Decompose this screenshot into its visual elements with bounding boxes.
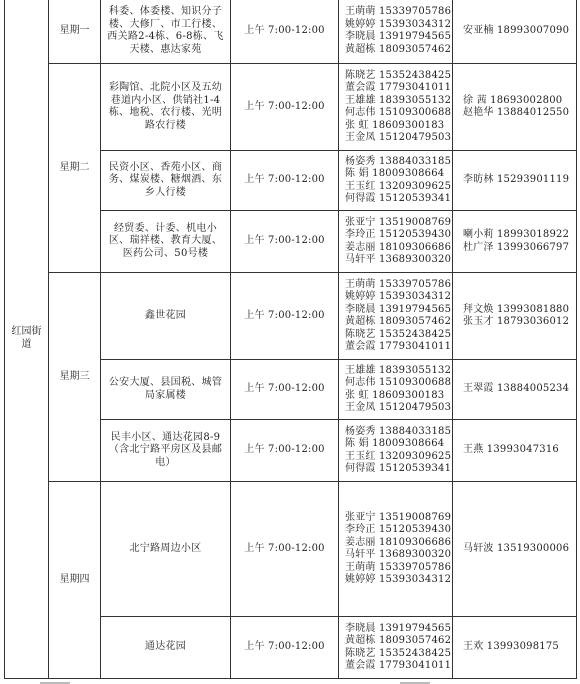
time-cell: 上午 7:00-12:00 (231, 420, 339, 482)
time-cell: 上午 7:00-12:00 (231, 482, 339, 617)
area-cell: 彩陶馆、北院小区及五幼巷道内小区、供销社1-4栋、地税、农行楼、光明路农行楼 (101, 64, 231, 151)
staff-cell (339, 151, 453, 211)
staff-entry: 何得霞 15120539341 (345, 193, 452, 204)
lead-entry: 马轩波 13519300006 (463, 542, 570, 554)
staff-entry: 陈晓艺 15352438425 (345, 647, 452, 659)
staff-entry: 董会霞 17793041011 (345, 341, 452, 352)
staff-entry: 李晓晨 13919794565 (345, 303, 452, 315)
area-cell: 鑫世花园 (101, 273, 231, 360)
staff-entry: 李玲正 15120539430 (345, 524, 452, 535)
staff-entry: 董会霞 17793041011 (345, 660, 452, 671)
area-cell: 北宁路周边小区 (101, 482, 231, 617)
area-cell: 通达花园 (101, 617, 231, 679)
staff-entry: 王萌萌 15339705786 (345, 561, 452, 573)
staff-cell (339, 360, 453, 420)
area-cell: 公安大厦、县国税、城管局家属楼 (101, 360, 231, 420)
lead-cell (453, 211, 577, 273)
staff-cell (339, 0, 453, 64)
table-row (5, 482, 577, 617)
time-cell: 上午 7:00-12:00 (231, 211, 339, 273)
lead-cell (453, 360, 577, 420)
lead-entry: 安亚楠 18993007090 (463, 24, 570, 36)
staff-entry: 张 虹 18609300183 (345, 119, 445, 131)
staff-entry: 杨姿秀 13884033185 (345, 155, 452, 167)
staff-cell (339, 211, 453, 273)
staff-entry: 王玉红 13209309625 (345, 450, 452, 462)
staff-entry: 王雄雄 18393055132 (345, 364, 452, 376)
lead-entry: 徐 茜 18693002800 (463, 94, 563, 106)
staff-entry: 姚婷婷 15393034312 (345, 18, 452, 30)
lead-cell (453, 482, 577, 617)
staff-entry: 马轩平 13689300320 (345, 254, 452, 265)
weekday-cell (49, 482, 101, 679)
district-cell (5, 0, 49, 679)
lead-entry: 张玉才 18793036012 (463, 316, 570, 327)
time-cell: 上午 7:00-12:00 (231, 360, 339, 420)
staff-entry: 陈 娟 18009308664 (345, 168, 445, 179)
staff-entry: 何志伟 15109300688 (345, 377, 452, 388)
staff-entry: 姜志丽 18109306686 (345, 241, 452, 253)
lead-cell (453, 0, 577, 64)
staff-entry: 李玲正 15120539430 (345, 229, 452, 240)
staff-cell (339, 482, 453, 617)
weekday-cell (49, 0, 101, 64)
lead-entry: 杜广泽 13993066797 (463, 241, 570, 253)
weekday-label: 星期二 (59, 161, 90, 173)
staff-cell (339, 64, 453, 151)
staff-entry: 王雄雄 18393055132 (345, 94, 452, 106)
staff-entry: 姚婷婷 15393034312 (345, 574, 452, 585)
staff-entry: 王萌萌 15339705786 (345, 6, 452, 17)
duty-schedule-table (4, 0, 577, 679)
staff-entry: 马轩平 13689300320 (345, 549, 452, 560)
area-cell: 经贸委、计委、机电小区、瑞祥楼、教育大厦、医药公司、50号楼 (101, 211, 231, 273)
weekday-label: 星期一 (59, 24, 90, 36)
staff-entry: 张 虹 18609300183 (345, 389, 445, 401)
staff-entry: 李晓晨 13919794565 (345, 622, 452, 634)
staff-entry: 王金凤 15120479503 (345, 132, 452, 143)
staff-entry: 陈 娟 18009308664 (345, 438, 445, 449)
staff-entry: 何得霞 15120539341 (345, 463, 452, 474)
district-label: 红园街道 (11, 326, 42, 350)
staff-entry: 黄超栋 18093057462 (345, 635, 452, 646)
table-row (5, 64, 577, 151)
lead-cell (453, 64, 577, 151)
lead-entry: 喇小莉 18993018922 (463, 229, 570, 240)
staff-entry: 王金凤 15120479503 (345, 402, 452, 413)
staff-entry: 杨姿秀 13884033185 (345, 425, 452, 437)
time-cell: 上午 7:00-12:00 (231, 617, 339, 679)
staff-entry: 张亚宁 13519008769 (345, 216, 452, 228)
weekday-cell (49, 64, 101, 273)
staff-entry: 黄超栋 18093057462 (345, 43, 452, 55)
area-cell: 民资小区、香苑小区、商务、煤炭楼、糖烟酒、东乡人行楼 (101, 151, 231, 211)
staff-entry: 李晓晨 13919794565 (345, 31, 452, 42)
staff-entry: 姚婷婷 15393034312 (345, 291, 452, 302)
staff-entry: 黄超栋 18093057462 (345, 316, 452, 327)
lead-entry: 李昉林 15293901119 (463, 174, 570, 186)
staff-entry: 王萌萌 15339705786 (345, 278, 452, 290)
lead-cell (453, 420, 577, 482)
lead-cell (453, 273, 577, 360)
staff-entry: 何志伟 15109300688 (345, 107, 452, 118)
lead-entry: 王翠霞 13884005234 (463, 383, 570, 395)
staff-cell (339, 273, 453, 360)
staff-entry: 陈晓艺 15352438425 (345, 69, 452, 81)
time-cell: 上午 7:00-12:00 (231, 273, 339, 360)
area-cell: 民丰小区、通达花园8-9（含北宁路平房区及县邮电） (101, 420, 231, 482)
table-row (5, 273, 577, 360)
time-cell: 上午 7:00-12:00 (231, 64, 339, 151)
table-row (5, 0, 577, 64)
lead-entry: 王燕 13993047316 (463, 444, 559, 456)
lead-entry: 王欢 13993098175 (463, 641, 559, 653)
lead-cell (453, 151, 577, 211)
staff-entry: 王玉红 13209309625 (345, 180, 452, 192)
weekday-cell (49, 273, 101, 482)
staff-cell (339, 420, 453, 482)
staff-entry: 陈晓艺 15352438425 (345, 328, 452, 340)
time-cell: 上午 7:00-12:00 (231, 151, 339, 211)
weekday-label: 星期三 (59, 370, 90, 382)
lead-entry: 赵艳华 13884012550 (463, 107, 570, 118)
lead-entry: 拜文焕 13993081880 (463, 303, 570, 315)
lead-cell (453, 617, 577, 679)
area-cell: 科委、体委楼、知识分子楼、大修厂、市工行楼、西关路2-4栋、6-8栋、飞天楼、惠达家苑 (101, 0, 231, 64)
staff-entry: 姜志丽 18109306686 (345, 536, 452, 548)
time-cell: 上午 7:00-12:00 (231, 0, 339, 64)
staff-entry: 董会霞 17793041011 (345, 82, 452, 93)
staff-entry: 张亚宁 13519008769 (345, 511, 452, 523)
staff-cell (339, 617, 453, 679)
weekday-label: 星期四 (59, 573, 90, 585)
